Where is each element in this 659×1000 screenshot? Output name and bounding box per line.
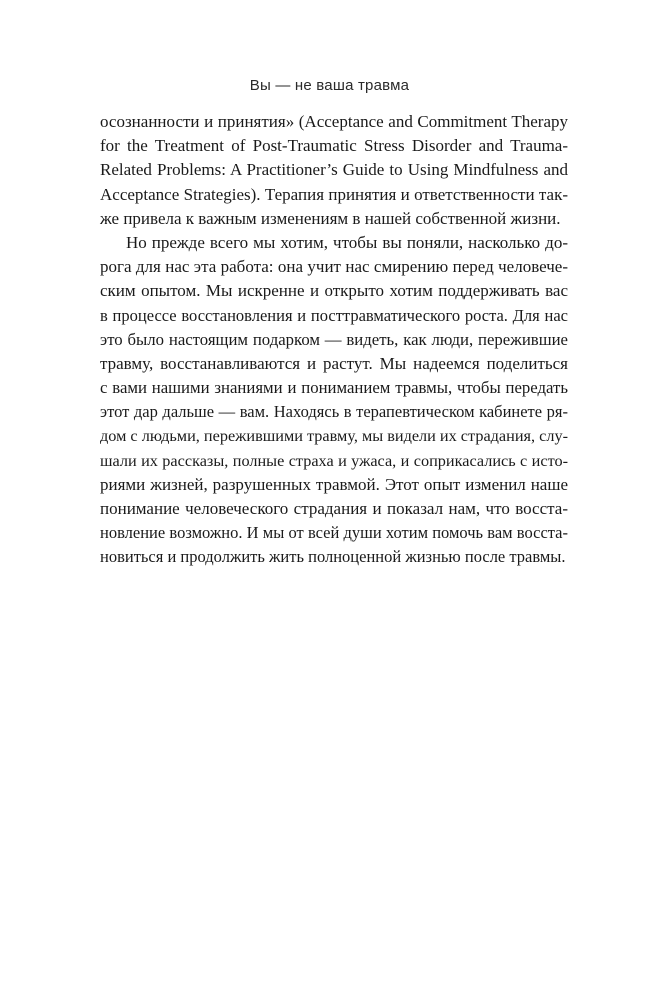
text-line: в процессе восстановления и посттравматического роста. Для нас (100, 305, 568, 325)
text-line: Но прежде всего мы хотим, чтобы вы поняли, насколько до- (126, 232, 568, 252)
text-line: этот дар дальше — вам. Находясь в терапевтическом кабинете ря- (100, 402, 568, 422)
text-line: с вами нашими знаниями и пониманием травмы, чтобы передать (100, 378, 568, 398)
paragraph-1 (100, 110, 568, 231)
text-line: дом с людьми, пережившими травму, мы видели их страдания, слу- (100, 427, 568, 446)
text-line: for the Treatment of Post-Traumatic Stress Disorder and Trauma- (100, 136, 568, 156)
text-line: риями жизней, разрушенных травмой. Этот опыт изменил наше (100, 474, 568, 494)
running-head: Вы — не ваша травма (249, 77, 410, 94)
text-line: новление возможно. И мы от всей души хотим помочь вам восста- (100, 523, 568, 543)
text-line: это было настоящим подарком — видеть, как люди, пережившие (100, 329, 568, 349)
text-line: же привела к важным изменениям в нашей собственной жизни. (100, 208, 561, 228)
text-line: Acceptance Strategies). Терапия принятия и ответственности так- (100, 184, 568, 204)
text-line: Related Problems: A Practitioner’s Guide to Using Mindfulness and (100, 160, 568, 180)
text-line: рога для нас эта работа: она учит нас смирению перед человече- (100, 257, 568, 277)
text-line: новиться и продолжить жить полноценной жизнью после травмы. (100, 547, 566, 567)
text-line: шали их рассказы, полные страха и ужаса, и соприкасались с исто- (100, 451, 568, 470)
text-line: ским опытом. Мы искренне и открыто хотим поддерживать вас (100, 281, 568, 301)
paragraph-2 (100, 231, 568, 570)
text-line: травму, восстанавливаются и растут. Мы надеемся поделиться (100, 353, 568, 373)
text-line: понимание человеческого страдания и показал нам, что восста- (100, 499, 568, 518)
body-text (100, 110, 568, 570)
text-line: осознанности и принятия» (Acceptance and Commitment Therapy (100, 112, 568, 131)
